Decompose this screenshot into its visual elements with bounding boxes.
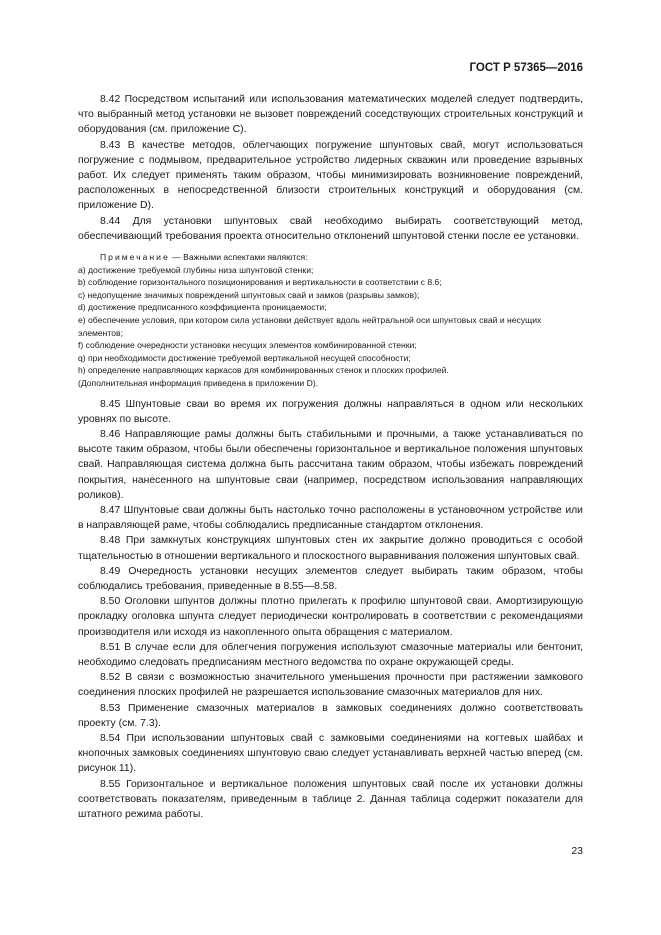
note-item-a: a) достижение требуемой глубины низа шпунтовой стенки; — [78, 264, 314, 275]
note-item-b: b) соблюдение горизонтального позиционирования и вертикальности в соответствии с 8.6; — [78, 277, 442, 288]
clause-8-54: 8.54 При использовании шпунтовых свай с замковыми соединениями на когтевых шайбах и кнопочных замковых соединениях шпунтовую сваю следует устанавливать верхней частью вперед (см. рисунок 11). — [78, 733, 583, 775]
clause-8-45: 8.45 Шпунтовые сваи во время их погружения должны направляться в одном или нескольких уровнях по высоте. — [78, 398, 583, 425]
note-item-c: c) недопущение значимых повреждений шпунтовых свай и замков (разрывы замков); — [78, 289, 420, 300]
clause-8-55: 8.55 Горизонтальное и вертикальное положения шпунтовых свай после их установки должны соответствовать показателям, приведенным в таблице 2. Данная таблица содержит показатели для штатного режима работы. — [78, 778, 583, 821]
clause-8-48: 8.48 При замкнутых конструкциях шпунтовых стен их закрытие должно проводиться с особой тщательностью в отношении вертикального и плоскостного выравнивания положения шпунтовых свай. — [78, 535, 583, 562]
note-item-d: d) достижение предписанного коэффициента проницаемости; — [78, 302, 327, 313]
clause-8-43: 8.43 В качестве методов, облегчающих погружение шпунтовых свай, могут использоваться погружение с подмывом, предварительное устройство лидерных скважин или проведение взрывных работ. Их следует применять таким образом, чтобы минимизировать возникновение повреждений, расположенных в непосредственной близости строительных конструкций и оборудования (см. приложение D). — [78, 139, 583, 212]
page-body — [78, 92, 583, 822]
clause-8-44: 8.44 Для установки шпунтовых свай необходимо выбирать соответствующий метод, обеспечивающий требования проекта относительно отклонений шпунтовой стенки после ее установки. — [78, 215, 583, 242]
note-item-e: e) обеспечение условия, при котором сила установки действует вдоль нейтральной оси шпунтовых свай и несущих элементов; — [78, 315, 542, 338]
clause-8-50: 8.50 Оголовки шпунтов должны плотно прилегать к профилю шпунтовой сваи. Амортизирующую прокладку оголовка шпунта следует периодически контролировать в соответствии с рекомендациями производителя или исходя из накопленного опыта обращения с материалом. — [78, 596, 583, 638]
clause-8-42: 8.42 Посредством испытаний или использования математических моделей следует подтвердить, что выбранный метод установки не вызовет повреждений соседствующих строительных конструкций и оборудования (см. приложение С). — [78, 94, 583, 136]
note-intro — [78, 251, 583, 264]
page-number: 23 — [571, 845, 583, 857]
note-block — [78, 251, 583, 390]
clause-8-52: 8.52 В связи с возможностью значительного уменьшения прочности при растяжении замкового соединения плоских профилей не разрешается использование смазочных материалов для них. — [78, 672, 583, 699]
document-id: ГОСТ Р 57365—2016 — [469, 62, 583, 74]
clause-8-49: 8.49 Очередность установки несущих элементов следует выбирать таким образом, чтобы соблюдались требования, приведенные в 8.55—8.58. — [78, 565, 583, 592]
note-item-f: f) соблюдение очередности установки несущих элементов комбинированной стенки; — [78, 340, 417, 351]
clause-8-51: 8.51 В случае если для облегчения погружения используют смазочные материалы или бентонит, необходимо следовать предписаниям местного ведомства по охране окружающей среды. — [78, 641, 583, 669]
note-item-h: h) определение направляющих каркасов для комбинированных стенок и плоских профилей. — [78, 365, 449, 376]
note-item-q: q) при необходимости достижение требуемой вертикальной несущей способности; — [78, 352, 411, 363]
clause-8-47: 8.47 Шпунтовые сваи должны быть настолько точно расположены в установочном устройстве или в направляющей раме, чтобы соблюдались предписанные стандартом отклонения. — [78, 504, 583, 532]
note-label: Примечание — [100, 252, 170, 263]
clause-8-53: 8.53 Применение смазочных материалов в замковых соединениях должно соответствовать проекту (см. 7.3). — [78, 702, 583, 729]
note-additional-info: (Дополнительная информация приведена в приложении D). — [78, 377, 319, 388]
clause-8-46: 8.46 Направляющие рамы должны быть стабильными и прочными, а также устанавливаться по высоте таким образом, чтобы были обеспечены горизонтальное и вертикальное положения шпунтовых свай. Направляющая система должна быть рассчитана таким образом, чтобы избежать повреждений покрытия, нанесенного на шпунтовые сваи (например, посредством использования направляющих роликов). — [78, 428, 583, 501]
note-intro-text: — Важными аспектами являются: — [169, 252, 308, 263]
